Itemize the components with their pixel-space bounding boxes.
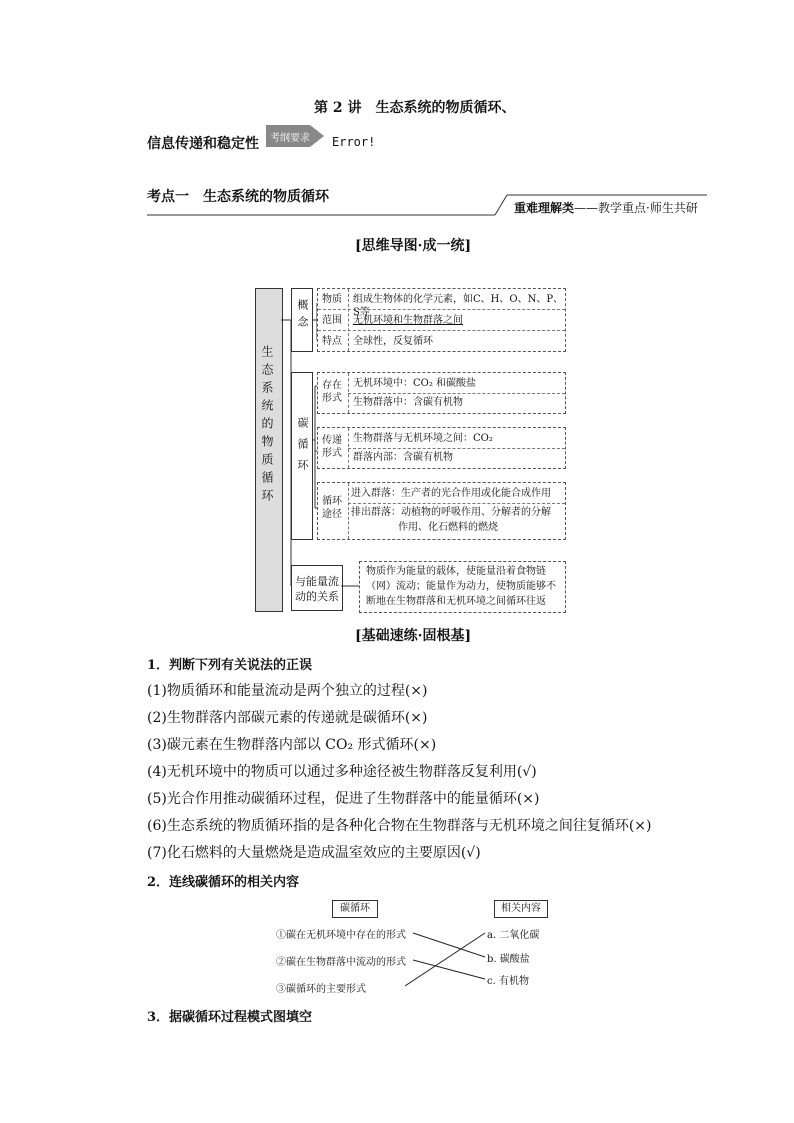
match-right-a: a. 二氧化碳: [487, 930, 540, 941]
q2-title: 2．连线碳循环的相关内容: [147, 875, 300, 890]
q1-item-3: (3)碳元素在生物群落内部以 CO₂ 形式循环(×): [147, 737, 437, 753]
concept-table: [317, 288, 566, 352]
relation-text1: 物质作为能量的载体，使能量沿着食物链: [366, 566, 546, 577]
q1-item-7: (7)化石燃料的大量燃烧是造成温室效应的主要原因(√): [147, 845, 481, 861]
concept-label: 概念: [296, 299, 309, 333]
xunhuan-line2: 排出群落：动植物的呼吸作用、分解者的分解: [351, 507, 551, 518]
q1-item-5: (5)光合作用推动碳循环过程，促进了生物群落中的能量循环(×): [147, 791, 540, 807]
match-right-b: b. 碳酸盐: [487, 954, 530, 965]
relation-text-box: [359, 561, 566, 613]
relation-text2: （网）流动；能量作为动力，使物质能够不: [366, 581, 556, 592]
xunhuan-line1: 进入群落：生产者的光合作用或化能合成作用: [351, 488, 551, 499]
match-left-2: ②碳在生物群落中流动的形式: [276, 957, 406, 968]
mindmap-heading: [思维导图·成一统]: [355, 238, 472, 254]
banner-rest: ——教学重点·师生共研: [574, 201, 698, 215]
carbon-label: 碳循环: [296, 417, 309, 480]
relation-box: [291, 565, 343, 611]
concept-key-1: 物质: [322, 294, 342, 305]
q3-title: 3．据碳循环过程模式图填空: [147, 1010, 313, 1025]
cunzai-line2: 生物群落中：含碳有机物: [353, 397, 463, 408]
section-banner: [514, 199, 698, 216]
lesson-title: 第 2 讲 生态系统的物质循环、: [314, 100, 516, 116]
mindmap-root: [255, 288, 283, 612]
xunhuan-line3: 作用、化石燃料的燃烧: [398, 522, 498, 533]
concept-key-2: 范围: [322, 315, 342, 326]
relation-text3: 断地在生物群落和无机环境之间循环往返: [366, 596, 546, 607]
q1-item-6: (6)生态系统的物质循环指的是各种化合物在生物群落与无机环境之间往复循环(×): [147, 818, 652, 834]
relation-label: 与能量流动的关系: [295, 575, 339, 603]
q1-item-4: (4)无机环境中的物质可以通过多种途径被生物群落反复利用(√): [147, 764, 537, 780]
chuandi-key: 传递形式: [322, 435, 342, 459]
q1-item-2: (2)生物群落内部碳元素的传递就是碳循环(×): [147, 710, 428, 726]
carbon-xunhuan-box: [317, 482, 566, 540]
concept-val-3: 全球性，反复循环: [353, 336, 433, 347]
error-text: Error!: [332, 135, 376, 149]
q1-item-1: (1)物质循环和能量流动是两个独立的过程(×): [147, 683, 428, 699]
root-label: 生态系统的物质循环: [260, 345, 274, 507]
relation-connector: [341, 580, 359, 592]
carbon-chuandi-box: [317, 427, 566, 469]
concept-key-3: 特点: [322, 336, 342, 347]
match-left-1: ①碳在无机环境中存在的形式: [276, 930, 406, 941]
match-left-header: 碳循环: [332, 900, 378, 918]
match-lines: [405, 920, 490, 990]
concept-box: [291, 288, 313, 352]
banner-bold: 重难理解类: [514, 201, 575, 215]
cunzai-line1: 无机环境中：CO₂ 和碳酸盐: [353, 378, 477, 389]
match-left-3: ③碳循环的主要形式: [276, 984, 366, 995]
tag-label: 考纲要求: [270, 133, 310, 144]
lesson-title-line2: 信息传递和稳定性: [147, 136, 259, 152]
match-right-c: c. 有机物: [487, 976, 529, 987]
chuandi-line1: 生物群落与无机环境之间：CO₂: [353, 433, 493, 444]
cunzai-key: 存在形式: [322, 380, 342, 404]
q1-title: 1．判断下列有关说法的正误: [147, 658, 313, 673]
carbon-cunzai-box: [317, 372, 566, 414]
syllabus-tag: [266, 125, 324, 147]
basic-heading: [基础速练·固根基]: [355, 628, 472, 644]
kaodian-title: 考点一 生态系统的物质循环: [147, 189, 329, 205]
xunhuan-key: 循环途径: [322, 496, 342, 520]
chuandi-line2: 群落内部：含碳有机物: [353, 452, 453, 463]
carbon-box: [291, 372, 313, 540]
concept-val-2: 无机环境和生物群落之间: [353, 315, 463, 326]
concept-val-1: 组成生物体的化学元素，如C、H、O、N、P、S等: [353, 294, 564, 318]
match-right-header: 相关内容: [494, 900, 548, 918]
